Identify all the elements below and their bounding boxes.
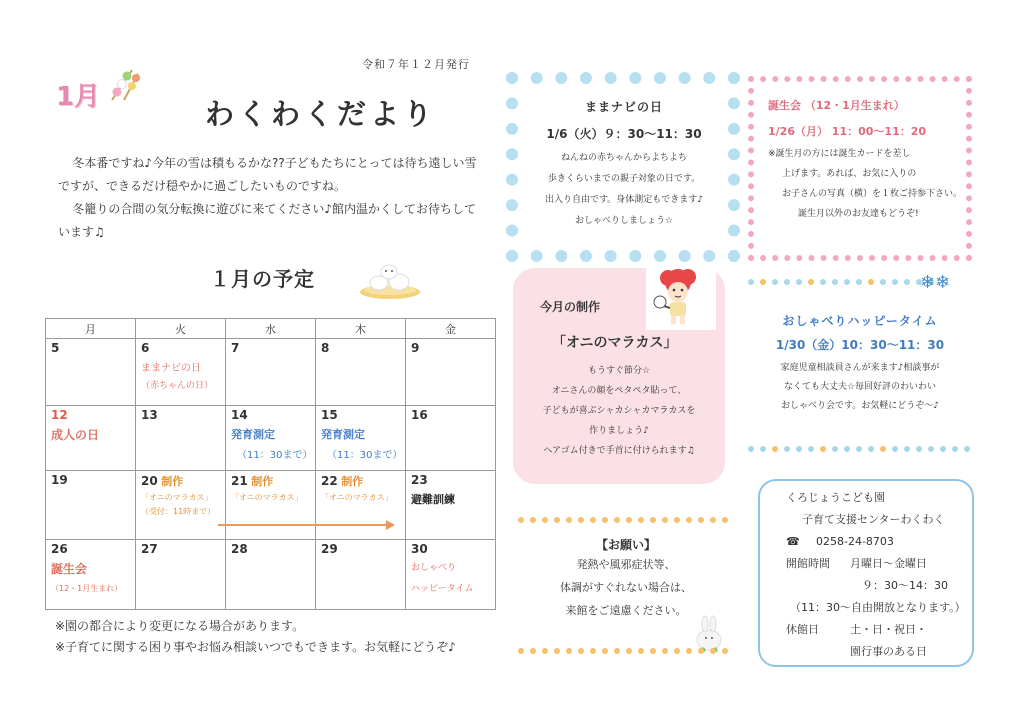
intro-line: 冬籠りの合間の気分転換に遊びに来てください♪館内温かくしてお待ちしています♫ [58, 202, 477, 239]
calendar-cell [136, 540, 226, 610]
mamanavi-line: おしゃべりしましょう☆ [574, 216, 674, 226]
calendar-cell [46, 540, 136, 610]
craft-line: オニさんの顔をペタペタ貼って、 [551, 386, 687, 396]
day-number: 28 [231, 542, 248, 556]
event-note: （12・1月生まれ） [51, 584, 123, 593]
weekday-header: 水 [226, 319, 316, 339]
calendar-cell [136, 406, 226, 471]
event-craft: 制作 [251, 475, 274, 488]
request-title: 【お願い】 [595, 538, 656, 552]
birthday-title: 誕生会 （12・1月生まれ） [768, 99, 905, 112]
calendar-cell [406, 339, 496, 406]
event-note: （赤ちゃんの日） [141, 381, 214, 391]
calendar-cell [226, 540, 316, 610]
day-number: 13 [141, 408, 158, 422]
mamanavi-line: ねんねの赤ちゃんからよちよち [560, 153, 687, 163]
dot-divider [518, 517, 728, 523]
birthday-line: 上げます。あれば、お気に入りの [782, 169, 917, 179]
day-number: 27 [141, 542, 158, 556]
calendar-cell [46, 406, 136, 471]
event-note: （受付：11時まで） [141, 507, 216, 516]
day-number: 20 [141, 474, 158, 488]
mochi-illustration-icon [357, 258, 423, 300]
calendar-cell [226, 471, 316, 540]
hours-note: （11：30～自由開放となります。） [790, 601, 966, 614]
issue-date: 令和７年１２月発行 [362, 58, 470, 71]
craft-line: 作りましょう♪ [589, 426, 649, 436]
craft-title: 「オニのマラカス」 [552, 335, 678, 351]
day-number: 21 [231, 474, 248, 488]
birthday-box [768, 97, 968, 219]
weekday-header: 木 [316, 319, 406, 339]
mamanavi-title: ままナビの日 [584, 100, 663, 114]
calendar-cell [46, 471, 136, 540]
calendar-cell [406, 406, 496, 471]
day-number: 16 [411, 408, 428, 422]
dot-divider [518, 648, 728, 654]
calendar-cell [46, 339, 136, 406]
craft-line: 子どもが喜ぶシャカシャカマラカスを [542, 406, 696, 416]
day-number: 6 [141, 341, 150, 355]
chat-line: なくても大丈夫☆毎回好評のわいわい [783, 382, 937, 392]
calendar-cell [406, 540, 496, 610]
intro-text [58, 152, 483, 244]
calendar-cell [316, 339, 406, 406]
chat-time: 1/30（金）10：30～11：30 [775, 338, 945, 352]
chat-line: 家庭児童相談員さんが来ます♪相談事が [780, 363, 940, 373]
day-number: 9 [411, 341, 420, 355]
day-number: 26 [51, 542, 68, 556]
event-note: 「オニのマラカス」 [141, 493, 213, 502]
closed-days: 土・日・祝日・ [850, 623, 927, 636]
dot-divider [748, 279, 934, 285]
calendar-cell [226, 406, 316, 471]
craft-description [513, 361, 725, 461]
day-number: 29 [321, 542, 338, 556]
birthday-line: ※誕生月の方には誕生カードを差し [768, 149, 911, 159]
day-number: 7 [231, 341, 240, 355]
calendar-cell [136, 339, 226, 406]
calendar-cell [316, 540, 406, 610]
mamanavi-line: 出入り自由です。身体測定もできます♪ [544, 195, 704, 205]
craft-line: ヘアゴム付きで手首に付けられます♫ [543, 446, 695, 456]
hours-label: 開館時間 [786, 557, 830, 570]
event-note: 「オニのマラカス」 [321, 493, 393, 502]
weekday-header: 金 [406, 319, 496, 339]
oni-illustration-icon [646, 268, 716, 330]
center-name: 子育て支援センターわくわく [802, 513, 945, 526]
schedule-title: １月の予定 [210, 267, 315, 291]
day-number: 23 [411, 473, 428, 487]
note-line: ※子育てに関する困り事やお悩み相談いつでもできます。お気軽にどうぞ♪ [55, 640, 456, 654]
birthday-time: 1/26（月） 11：00～11：20 [768, 125, 927, 138]
request-line: 来館をご遠慮ください。 [565, 604, 687, 617]
arrow-head-icon [386, 520, 395, 530]
chat-time-section [750, 312, 970, 416]
event-holiday: 成人の日 [51, 428, 100, 442]
event-craft: 制作 [341, 475, 364, 488]
event-measure: 発育測定 [231, 428, 275, 441]
org-name: くろじょうこども園 [786, 491, 885, 504]
event-measure: 発育測定 [321, 428, 365, 441]
note-line: ※園の都合により変更になる場合があります。 [55, 619, 305, 633]
chat-line: おしゃべり会です。お気軽にどうぞ～♪ [780, 401, 940, 411]
day-number: 12 [51, 408, 68, 422]
calendar-table [45, 318, 496, 610]
request-line: 体調がすぐれない場合は、 [560, 581, 692, 594]
chat-title: おしゃべりハッピータイム [782, 314, 938, 328]
event-mamanavi: ままナビの日 [141, 363, 201, 374]
calendar-cell [136, 471, 226, 540]
day-number: 14 [231, 408, 248, 422]
request-line: 発熱や風邪症状等、 [576, 558, 676, 571]
day-number: 19 [51, 473, 68, 487]
craft-line: もうすぐ節分☆ [587, 366, 651, 376]
day-number: 22 [321, 474, 338, 488]
dot-divider [748, 446, 970, 452]
request-section [520, 536, 732, 622]
dango-illustration-icon [106, 66, 142, 102]
weekday-header: 火 [136, 319, 226, 339]
event-note: （11：30まで） [237, 450, 313, 461]
month-badge: 1月 [56, 82, 101, 112]
hours-days: 月曜日～金曜日 [850, 557, 927, 570]
center-info [786, 487, 966, 663]
event-note: 「オニのマラカス」 [231, 493, 303, 502]
craft-label: 今月の制作 [540, 300, 601, 314]
birthday-line: お子さんの写真（横）を１枚ご持参下さい。 [782, 189, 963, 199]
event-chat: ハッピータイム [411, 584, 474, 594]
mamanavi-line: 歩きくらいまでの親子対象の日です。 [547, 174, 701, 184]
calendar-cell [406, 471, 496, 540]
newsletter-title: わくわくだより [205, 97, 437, 131]
mamanavi-time: 1/6（火）９：30～11：30 [546, 127, 702, 141]
calendar-cell [226, 339, 316, 406]
weekday-header: 月 [46, 319, 136, 339]
snowflake-icon: ❄❄ [920, 272, 951, 293]
schedule-notes [55, 616, 456, 658]
day-number: 8 [321, 341, 330, 355]
closed-label: 休館日 [786, 623, 819, 636]
birthday-line: 誕生月以外のお友達もどうぞ! [798, 209, 919, 219]
intro-line: 冬本番ですね♪今年の雪は積もるかな??子どもたちにとっては待ち遠しい雪ですが、できるだけ穏やかに過ごしたいものですね。 [58, 156, 477, 193]
calendar-cell [316, 406, 406, 471]
mamanavi-box [528, 98, 720, 226]
event-note: （11：30まで） [327, 450, 403, 461]
event-birthday: 誕生会 [51, 562, 88, 576]
day-number: 15 [321, 408, 338, 422]
closed-extra: 園行事のある日 [850, 645, 927, 658]
event-chat: おしゃべり [411, 563, 457, 573]
phone-icon: ☎ [786, 535, 800, 548]
event-craft: 制作 [161, 475, 184, 488]
hours-time: ９：30～14：30 [862, 579, 948, 592]
phone-number: 0258-24-8703 [816, 535, 894, 548]
span-arrow [218, 524, 388, 526]
day-number: 5 [51, 341, 60, 355]
event-drill: 避難訓練 [411, 493, 455, 506]
day-number: 30 [411, 542, 428, 556]
